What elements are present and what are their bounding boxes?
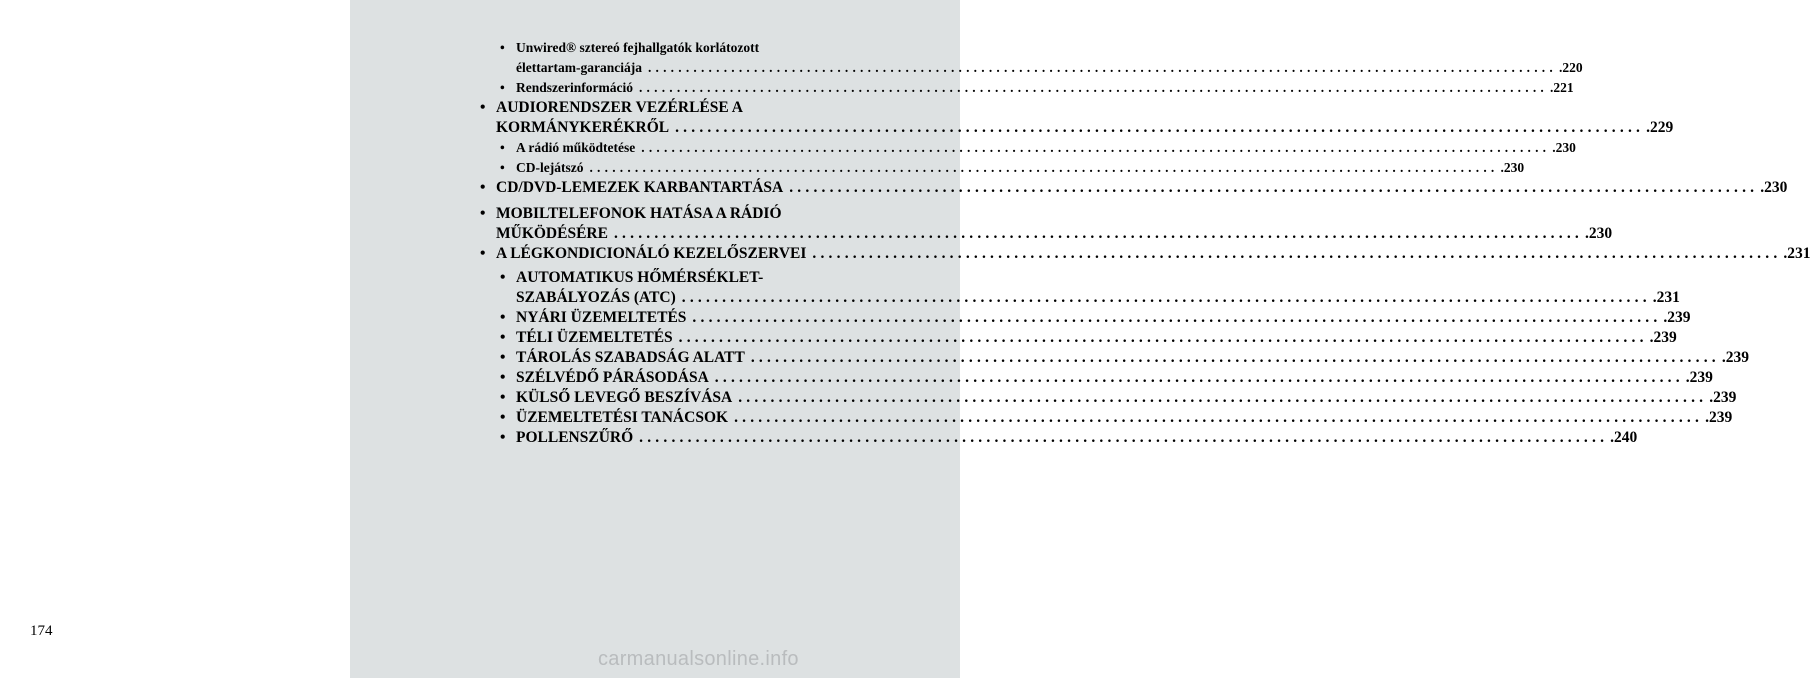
table-of-contents	[350, 0, 1811, 678]
dot-leader: ........................................................................................................................	[738, 389, 1708, 406]
toc-entry[interactable]	[500, 408, 1733, 428]
bullet-icon: •	[480, 99, 486, 116]
left-page	[0, 0, 350, 678]
bullet-icon: •	[480, 205, 486, 222]
toc-entry-page: .239	[1721, 349, 1749, 366]
toc-entry-title: Unwired® sztereó fejhallgatók korlátozott	[516, 40, 760, 55]
dot-leader: ........................................................................................................................	[678, 329, 1648, 346]
toc-entry-page: .230	[1500, 160, 1525, 175]
dot-leader: ........................................................................................................................	[812, 245, 1782, 262]
toc-entry-title: SZABÁLYOZÁS (ATC)	[516, 289, 676, 306]
toc-entry-page: .239	[1663, 309, 1691, 326]
toc-entry-title: Rendszerinformáció	[516, 80, 633, 95]
toc-panel	[350, 0, 1811, 678]
toc-entry-title: AUTOMATIKUS HŐMÉRSÉKLET-	[516, 269, 764, 286]
toc-entry-page: .231	[1652, 289, 1680, 306]
toc-entry[interactable]	[500, 38, 1583, 78]
toc-entry-page: .230	[1552, 140, 1576, 155]
toc-entry-page: .220	[1558, 60, 1583, 75]
toc-entry[interactable]	[500, 268, 1680, 308]
page-number: 174	[30, 623, 53, 639]
toc-entry-title: TÉLI ÜZEMELTETÉS	[516, 329, 673, 346]
bullet-icon: •	[500, 80, 505, 95]
bullet-icon: •	[500, 309, 506, 326]
toc-entry[interactable]	[480, 204, 1613, 244]
toc-entry-page: .239	[1685, 369, 1713, 386]
dot-leader: ........................................................................................................................	[638, 80, 1548, 95]
bullet-icon: •	[480, 245, 486, 262]
bullet-icon: •	[500, 329, 506, 346]
bullet-icon: •	[500, 409, 506, 426]
toc-entry[interactable]	[500, 308, 1691, 328]
toc-entry-title: A LÉGKONDICIONÁLÓ KEZELŐSZERVEI	[496, 245, 807, 262]
toc-entry[interactable]	[500, 348, 1749, 368]
toc-entry-title: POLLENSZŰRŐ	[516, 429, 634, 446]
toc-entry-page: .239	[1709, 389, 1737, 406]
bullet-icon: •	[500, 160, 505, 175]
toc-entry-page: .240	[1610, 429, 1638, 446]
bullet-icon: •	[500, 269, 506, 286]
toc-entry-page: .239	[1705, 409, 1733, 426]
bullet-icon: •	[500, 349, 506, 366]
watermark: carmanualsonline.info	[598, 648, 799, 670]
toc-entry-title: élettartam-garanciája	[516, 60, 642, 75]
bullet-icon: •	[500, 369, 506, 386]
dot-leader: ........................................................................................................................	[647, 60, 1557, 75]
toc-entry-title: A rádió működtetése	[516, 140, 636, 155]
toc-entry-page: .239	[1649, 329, 1677, 346]
toc-entry-page: .231	[1783, 245, 1811, 262]
dot-leader: ........................................................................................................................	[639, 429, 1609, 446]
toc-entry-title: MŰKÖDÉSÉRE	[496, 225, 608, 242]
dot-leader: ........................................................................................................................	[692, 309, 1662, 326]
toc-entry[interactable]	[500, 158, 1525, 178]
dot-leader: ........................................................................................................................	[675, 119, 1645, 136]
dot-leader: ........................................................................................................................	[681, 289, 1651, 306]
toc-entry[interactable]	[500, 328, 1677, 348]
toc-entry-page: .230	[1760, 179, 1788, 196]
toc-entry[interactable]	[480, 178, 1788, 198]
toc-entry[interactable]	[500, 368, 1713, 388]
toc-entry[interactable]	[480, 98, 1674, 138]
toc-entry-page: .230	[1584, 225, 1613, 242]
bullet-icon: •	[500, 429, 506, 446]
toc-entry-title: ÜZEMELTETÉSI TANÁCSOK	[516, 409, 729, 426]
dot-leader: ........................................................................................................................	[750, 349, 1720, 366]
toc-entry[interactable]	[500, 138, 1576, 158]
bullet-icon: •	[480, 179, 486, 196]
toc-entry-title: NYÁRI ÜZEMELTETÉS	[516, 309, 687, 326]
toc-entry-title: CD/DVD-LEMEZEK KARBANTARTÁSA	[496, 179, 784, 196]
toc-entry-page: .221	[1549, 80, 1574, 95]
toc-entry-title: KÜLSŐ LEVEGŐ BESZÍVÁSA	[516, 389, 733, 406]
toc-entry[interactable]	[480, 244, 1811, 264]
bullet-icon: •	[500, 40, 505, 55]
toc-entry-title: TÁROLÁS SZABADSÁG ALATT	[516, 349, 745, 366]
toc-entry-title: MOBILTELEFONOK HATÁSA A RÁDIÓ	[496, 205, 782, 222]
toc-entry[interactable]	[500, 388, 1737, 408]
toc-entry-title: AUDIORENDSZER VEZÉRLÉSE A	[496, 99, 743, 116]
bullet-icon: •	[500, 140, 505, 155]
dot-leader: ........................................................................................................................	[734, 409, 1704, 426]
toc-entry-page: .229	[1646, 119, 1674, 136]
bullet-icon: •	[500, 389, 506, 406]
toc-entry-title: KORMÁNYKERÉKRŐL	[496, 119, 670, 136]
dot-leader: ........................................................................................................................	[613, 225, 1583, 242]
toc-entry[interactable]	[500, 428, 1638, 448]
dot-leader: ........................................................................................................................	[789, 179, 1759, 196]
toc-entry[interactable]	[500, 78, 1574, 98]
dot-leader: ........................................................................................................................	[714, 369, 1684, 386]
toc-entry-title: SZÉLVÉDŐ PÁRÁSODÁSA	[516, 369, 709, 386]
dot-leader: ........................................................................................................................	[589, 160, 1499, 175]
toc-entry-title: CD-lejátszó	[516, 160, 584, 175]
dot-leader: ........................................................................................................................	[641, 140, 1551, 155]
